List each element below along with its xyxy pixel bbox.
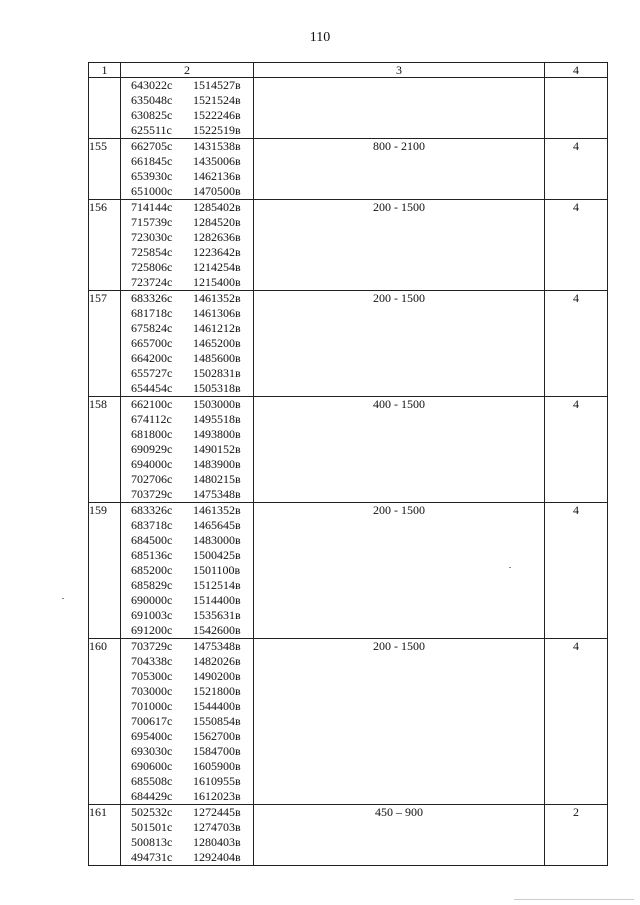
longitude-value: 1490152в (193, 442, 241, 456)
table-row (89, 139, 608, 200)
latitude-value: 685829с (131, 578, 173, 592)
row-number: 158 (89, 397, 121, 503)
table-row (89, 805, 608, 866)
longitude-value: 1605900в (193, 759, 241, 773)
longitude-value: 1475348в (193, 639, 241, 653)
coordinate-pair (121, 774, 253, 789)
coordinate-pair (121, 397, 253, 412)
latitude-value: 651000с (131, 184, 173, 198)
latitude-value: 494731с (131, 850, 173, 864)
latitude-value: 661845с (131, 154, 173, 168)
coordinate-pair (121, 457, 253, 472)
latitude-value: 502532с (131, 805, 173, 819)
table-row (89, 78, 608, 139)
header-col-1: 1 (89, 63, 121, 78)
latitude-value: 685200с (131, 563, 173, 577)
class-value (545, 78, 608, 139)
class-value: 4 (545, 291, 608, 397)
latitude-value: 690929с (131, 442, 173, 456)
latitude-value: 653930с (131, 169, 173, 183)
page-edge-mark (514, 899, 634, 900)
latitude-value: 700617с (131, 714, 173, 728)
coordinates-cell (121, 200, 254, 291)
coordinate-pair (121, 850, 253, 865)
coordinate-pair (121, 759, 253, 774)
longitude-value: 1465200в (193, 336, 241, 350)
coordinate-pair (121, 275, 253, 290)
coordinate-pair (121, 548, 253, 563)
longitude-value: 1544400в (193, 699, 241, 713)
longitude-value: 1215400в (193, 275, 241, 289)
row-number: 156 (89, 200, 121, 291)
longitude-value: 1535631в (193, 608, 241, 622)
longitude-value: 1431538в (193, 139, 241, 153)
latitude-value: 725854с (131, 245, 173, 259)
coordinates-cell (121, 78, 254, 139)
coordinate-pair (121, 639, 253, 654)
coordinate-pair (121, 623, 253, 638)
class-value: 4 (545, 139, 608, 200)
latitude-value: 701000с (131, 699, 173, 713)
coordinate-pair (121, 472, 253, 487)
longitude-value: 1435006в (193, 154, 241, 168)
latitude-value: 685508с (131, 774, 173, 788)
latitude-value: 625511с (131, 123, 172, 137)
longitude-value: 1461306в (193, 306, 241, 320)
coordinate-pair (121, 789, 253, 804)
latitude-value: 691003с (131, 608, 173, 622)
latitude-value: 654454с (131, 381, 173, 395)
longitude-value: 1214254в (193, 260, 241, 274)
latitude-value: 703000с (131, 684, 173, 698)
class-value: 4 (545, 639, 608, 805)
latitude-value: 662100с (131, 397, 173, 411)
longitude-value: 1272445в (193, 805, 241, 819)
coordinate-pair (121, 442, 253, 457)
longitude-value: 1521800в (193, 684, 241, 698)
latitude-value: 684429с (131, 789, 173, 803)
latitude-value: 690000с (131, 593, 173, 607)
coordinate-pair (121, 78, 253, 93)
latitude-value: 500813с (131, 835, 173, 849)
latitude-value: 684500с (131, 533, 173, 547)
latitude-value: 501501с (131, 820, 173, 834)
latitude-value: 683718с (131, 518, 173, 532)
latitude-value: 715739с (131, 215, 173, 229)
depth-range: 200 - 1500 (254, 200, 545, 291)
coordinate-pair (121, 805, 253, 820)
coordinate-pair (121, 291, 253, 306)
longitude-value: 1503000в (193, 397, 241, 411)
coordinate-pair (121, 608, 253, 623)
latitude-value: 655727с (131, 366, 173, 380)
latitude-value: 691200с (131, 623, 173, 637)
depth-range (254, 78, 545, 139)
coordinates-cell (121, 291, 254, 397)
coordinate-pair (121, 654, 253, 669)
coordinate-pair (121, 578, 253, 593)
longitude-value: 1500425в (193, 548, 241, 562)
coordinate-pair (121, 533, 253, 548)
longitude-value: 1480215в (193, 472, 241, 486)
latitude-value: 662705с (131, 139, 173, 153)
coordinate-pair (121, 200, 253, 215)
longitude-value: 1274703в (193, 820, 241, 834)
header-col-4: 4 (545, 63, 608, 78)
coordinate-pair (121, 336, 253, 351)
coordinate-pair (121, 684, 253, 699)
longitude-value: 1550854в (193, 714, 241, 728)
longitude-value: 1462136в (193, 169, 241, 183)
coordinate-pair (121, 139, 253, 154)
coordinate-pair (121, 123, 253, 138)
coordinate-pair (121, 427, 253, 442)
latitude-value: 675824с (131, 321, 173, 335)
longitude-value: 1562700в (193, 729, 241, 743)
longitude-value: 1470500в (193, 184, 241, 198)
longitude-value: 1280403в (193, 835, 241, 849)
longitude-value: 1284520в (193, 215, 241, 229)
table-row (89, 291, 608, 397)
coordinate-pair (121, 245, 253, 260)
row-number: 160 (89, 639, 121, 805)
latitude-value: 703729с (131, 487, 173, 501)
longitude-value: 1285402в (193, 200, 241, 214)
latitude-value: 714144с (131, 200, 173, 214)
latitude-value: 630825с (131, 108, 173, 122)
coordinate-pair (121, 230, 253, 245)
longitude-value: 1514400в (193, 593, 241, 607)
row-number: 159 (89, 503, 121, 639)
latitude-value: 664200с (131, 351, 173, 365)
row-number: 161 (89, 805, 121, 866)
coordinates-table (88, 62, 608, 866)
latitude-value: 674112с (131, 412, 172, 426)
coordinate-pair (121, 306, 253, 321)
longitude-value: 1461352в (193, 503, 241, 517)
longitude-value: 1465645в (193, 518, 241, 532)
latitude-value: 643022с (131, 78, 173, 92)
longitude-value: 1501100в (193, 563, 241, 577)
latitude-value: 681718с (131, 306, 173, 320)
longitude-value: 1521524в (193, 93, 241, 107)
class-value: 2 (545, 805, 608, 866)
table-row (89, 503, 608, 639)
coordinate-pair (121, 669, 253, 684)
coordinates-cell (121, 503, 254, 639)
coordinate-pair (121, 487, 253, 502)
class-value: 4 (545, 200, 608, 291)
latitude-value: 694000с (131, 457, 173, 471)
header-col-3: 3 (254, 63, 545, 78)
row-number: 157 (89, 291, 121, 397)
longitude-value: 1490200в (193, 669, 241, 683)
longitude-value: 1612023в (193, 789, 241, 803)
row-number (89, 78, 121, 139)
coordinates-cell (121, 139, 254, 200)
coordinate-pair (121, 260, 253, 275)
latitude-value: 681800с (131, 427, 173, 441)
longitude-value: 1475348в (193, 487, 241, 501)
row-number: 155 (89, 139, 121, 200)
latitude-value: 702706с (131, 472, 173, 486)
coordinate-pair (121, 321, 253, 336)
longitude-value: 1461352в (193, 291, 241, 305)
coordinate-pair (121, 412, 253, 427)
latitude-value: 683326с (131, 291, 173, 305)
table-header-row (89, 63, 608, 78)
coordinate-pair (121, 184, 253, 199)
coordinate-pair (121, 93, 253, 108)
latitude-value: 690600с (131, 759, 173, 773)
depth-range: 450 – 900 (254, 805, 545, 866)
longitude-value: 1522519в (193, 123, 241, 137)
margin-mark (509, 567, 511, 568)
table-row (89, 397, 608, 503)
coordinates-cell (121, 639, 254, 805)
coordinate-pair (121, 593, 253, 608)
longitude-value: 1223642в (193, 245, 241, 259)
table-row (89, 639, 608, 805)
coordinate-pair (121, 518, 253, 533)
coordinate-pair (121, 714, 253, 729)
coordinates-cell (121, 805, 254, 866)
coordinate-pair (121, 744, 253, 759)
longitude-value: 1493800в (193, 427, 241, 441)
margin-mark (62, 598, 64, 599)
latitude-value: 704338с (131, 654, 173, 668)
class-value: 4 (545, 397, 608, 503)
coordinate-pair (121, 366, 253, 381)
latitude-value: 703729с (131, 639, 173, 653)
depth-range: 400 - 1500 (254, 397, 545, 503)
latitude-value: 685136с (131, 548, 173, 562)
longitude-value: 1584700в (193, 744, 241, 758)
table-row (89, 200, 608, 291)
coordinate-pair (121, 215, 253, 230)
longitude-value: 1542600в (193, 623, 241, 637)
coordinate-pair (121, 351, 253, 366)
depth-range: 200 - 1500 (254, 639, 545, 805)
coordinate-pair (121, 820, 253, 835)
longitude-value: 1483900в (193, 457, 241, 471)
longitude-value: 1514527в (193, 78, 241, 92)
longitude-value: 1610955в (193, 774, 241, 788)
latitude-value: 695400с (131, 729, 173, 743)
depth-range: 200 - 1500 (254, 291, 545, 397)
longitude-value: 1502831в (193, 366, 241, 380)
depth-range: 200 - 1500 (254, 503, 545, 639)
class-value: 4 (545, 503, 608, 639)
longitude-value: 1512514в (193, 578, 241, 592)
longitude-value: 1461212в (193, 321, 241, 335)
page-number: 110 (309, 30, 331, 45)
coordinate-pair (121, 835, 253, 850)
coordinate-pair (121, 503, 253, 518)
coordinate-pair (121, 108, 253, 123)
longitude-value: 1482026в (193, 654, 241, 668)
coordinate-pair (121, 563, 253, 578)
latitude-value: 683326с (131, 503, 173, 517)
coordinate-pair (121, 169, 253, 184)
longitude-value: 1483000в (193, 533, 241, 547)
header-col-2: 2 (121, 63, 254, 78)
coordinate-pair (121, 699, 253, 714)
longitude-value: 1505318в (193, 381, 241, 395)
longitude-value: 1282636в (193, 230, 241, 244)
longitude-value: 1292404в (193, 850, 241, 864)
latitude-value: 725806с (131, 260, 173, 274)
coordinate-pair (121, 729, 253, 744)
latitude-value: 635048с (131, 93, 173, 107)
latitude-value: 723030с (131, 230, 173, 244)
coordinate-pair (121, 381, 253, 396)
latitude-value: 705300с (131, 669, 173, 683)
coordinates-cell (121, 397, 254, 503)
latitude-value: 693030с (131, 744, 173, 758)
coordinate-pair (121, 154, 253, 169)
latitude-value: 665700с (131, 336, 173, 350)
longitude-value: 1485600в (193, 351, 241, 365)
longitude-value: 1495518в (193, 412, 241, 426)
longitude-value: 1522246в (193, 108, 241, 122)
depth-range: 800 - 2100 (254, 139, 545, 200)
latitude-value: 723724с (131, 275, 173, 289)
